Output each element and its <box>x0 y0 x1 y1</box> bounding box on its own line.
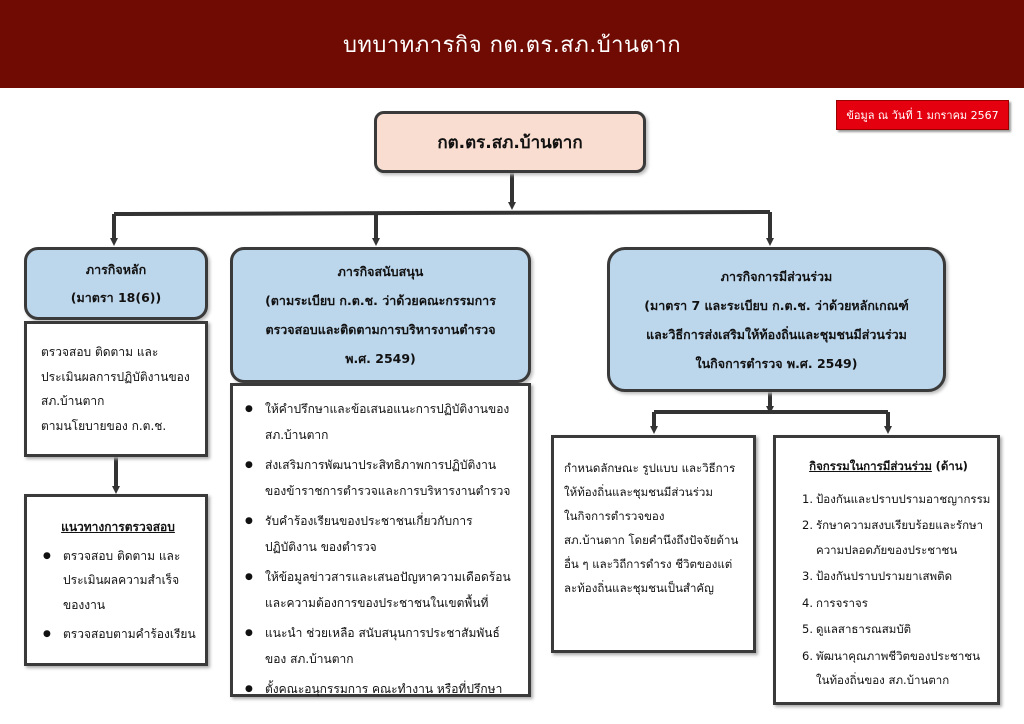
page-title: บทบาทภารกิจ กต.ตร.สภ.บ้านตาก <box>342 32 682 58</box>
method-line: สภ.บ้านตาก โดยคำนึงถึงปัจจัยด้าน <box>564 533 739 547</box>
support-title-line: พ.ศ. 2549) <box>345 351 416 366</box>
support-title-line: ภารกิจสนับสนุน <box>337 264 424 279</box>
activity-item <box>802 487 991 512</box>
activity-line: ดูแลสาธารณสมบัติ <box>816 622 912 636</box>
support-item-line: ของข้าราชการตำรวจและการบริหารงานตำรวจ <box>265 484 511 498</box>
support-item <box>265 620 520 672</box>
desc-line: ประเมินผลการปฏิบัติงานของ <box>41 369 190 384</box>
activities-box <box>773 435 1000 705</box>
activity-line: การจราจร <box>816 595 868 610</box>
activity-item <box>802 564 991 589</box>
activity-item <box>802 591 991 616</box>
participation-title-line: และวิธีการส่งเสริมให้ท้องถิ่นและชุมชนมีส่วนร่วม <box>646 326 907 342</box>
support-item <box>265 452 520 504</box>
support-item-line: ปฏิบัติงาน ของตำรวจ <box>265 540 377 554</box>
activities-title-row <box>786 454 991 479</box>
support-item-line: ● ส่งเสริมการพัฒนาประสิทธิภาพการปฏิบัติงาน <box>265 458 497 472</box>
root-node <box>374 111 646 173</box>
method-line: ในกิจการตำรวจของ <box>564 509 665 523</box>
activity-line: ป้องกันและปราบปรามอาชญากรรม <box>816 491 991 506</box>
support-mission-header <box>230 247 531 383</box>
support-title-line: (ตามระเบียบ ก.ต.ช. ว่าด้วยคณะกรรมการ <box>265 293 496 308</box>
activity-line: ในท้องถิ่นของ สภ.บ้านตาก <box>816 673 950 687</box>
guideline-item-line: ประเมินผลความสำเร็จ <box>63 573 180 587</box>
support-item <box>265 508 520 560</box>
branch-bar <box>114 212 770 214</box>
activity-line: ป้องกันปราบปรามยาเสพติด <box>816 569 953 583</box>
activity-line: ความปลอดภัยของประชาชน <box>816 542 958 557</box>
activity-item <box>802 644 991 693</box>
guideline-title: แนวทางการตรวจสอบ <box>61 520 175 534</box>
activity-num: 2. <box>802 518 813 532</box>
activity-num: 4. <box>802 595 813 610</box>
activities-title-suffix: (ด้าน) <box>935 459 968 473</box>
participation-title-line: (มาตรา 7 และระเบียบ ก.ต.ช. ว่าด้วยหลักเกณฑ์ <box>644 297 909 313</box>
participation-mission-header <box>607 247 946 392</box>
method-line: กำหนดลักษณะ รูปแบบ และวิธีการ <box>564 461 736 475</box>
activity-line: รักษาความสงบเรียบร้อยและรักษา <box>816 518 984 532</box>
support-title-line: ตรวจสอบและติดตามการบริหารงานตำรวจ <box>265 322 496 337</box>
method-line: ให้ท้องถิ่นและชุมชนมีส่วนร่วม <box>564 485 713 499</box>
support-item-line: และความต้องการของประชาชนในเขตพื้นที่ <box>265 596 489 610</box>
support-item-line: ● ให้คำปรึกษาและข้อเสนอแนะการปฏิบัติงานของ <box>265 402 510 416</box>
desc-line: ตรวจสอบ ติดตาม และ <box>41 345 159 359</box>
guideline-item-line: ของงาน <box>63 597 106 612</box>
activity-num: 5. <box>802 622 813 636</box>
desc-line: ตามนโยบายของ ก.ต.ช. <box>41 418 167 433</box>
support-item-line: สภ.บ้านตาก <box>265 428 329 442</box>
guideline-box <box>24 494 208 666</box>
activity-num: 6. <box>802 648 813 663</box>
support-item-line: ของ สภ.บ้านตาก <box>265 652 354 666</box>
activity-line: พัฒนาคุณภาพชีวิตของประชาชน <box>816 648 980 663</box>
guideline-item-line: ● ตรวจสอบตามคำร้องเรียน <box>63 627 196 641</box>
guideline-item-line: ● ตรวจสอบ ติดตาม และ <box>63 548 181 563</box>
support-item <box>265 396 520 448</box>
activity-num: 1. <box>802 491 813 506</box>
desc-line: สภ.บ้านตาก <box>41 394 105 408</box>
method-line: ละท้องถิ่นและชุมชนเป็นสำคัญ <box>564 581 714 595</box>
participation-method-box <box>551 435 756 653</box>
support-item-line: ● แนะนำ ช่วยเหลือ สนับสนุนการประชาสัมพันธ์ <box>265 626 500 640</box>
activity-num: 3. <box>802 569 813 583</box>
main-mission-header <box>24 247 208 320</box>
guideline-item <box>63 622 199 647</box>
date-badge: ข้อมูล ณ วันที่ 1 มกราคม 2567 <box>836 100 1009 130</box>
main-mission-desc <box>24 321 208 457</box>
participation-title-line: ภารกิจการมีส่วนร่วม <box>720 268 833 284</box>
activity-item <box>802 513 991 562</box>
support-item-line: ● ให้ข้อมูลข่าวสารและเสนอปัญหาความเดือดร้อน <box>265 570 511 584</box>
support-mission-list <box>230 383 531 697</box>
support-item-line: ● รับคำร้องเรียนของประชาชนเกี่ยวกับการ <box>265 514 473 528</box>
participation-title-line: ในกิจการตำรวจ พ.ศ. 2549) <box>695 355 858 371</box>
activities-title: กิจกรรมในการมีส่วนร่วม <box>809 459 932 473</box>
method-line: อื่น ๆ และวิถีการดำรง ชีวิตของแต่ <box>564 557 733 571</box>
support-item <box>265 564 520 616</box>
main-mission-title: ภารกิจหลัก <box>85 261 147 277</box>
main-mission-subtitle: (มาตรา 18(6)) <box>70 289 162 305</box>
support-item <box>265 676 520 702</box>
activity-item <box>802 617 991 642</box>
guideline-item <box>63 544 199 618</box>
root-label: กต.ตร.สภ.บ้านตาก <box>437 132 583 153</box>
support-item-line: ● ตั้งคณะอนุกรรมการ คณะทำงาน หรือที่ปรึกษา <box>265 682 503 696</box>
